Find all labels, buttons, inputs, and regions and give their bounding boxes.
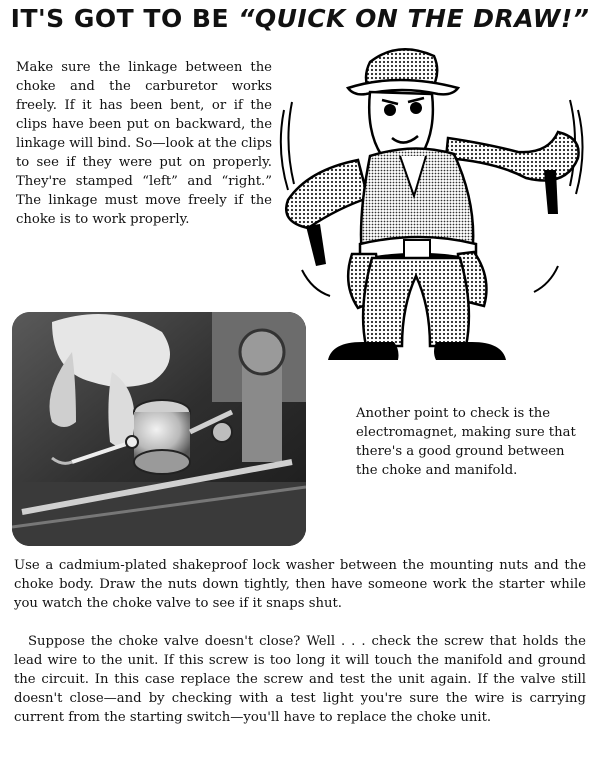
- body-paragraph-choke-valve: Suppose the choke valve doesn't close? Well . . . check the screw that holds the lead wire to the unit. If this screw is too long it will touch the manifold and ground the circuit. In this case replace the screw and test the unit again. If the valve still doesn't close—and by checking with a test light you're sure the wire is carrying current from the starting switch—you'll have to replace the choke unit.: [14, 634, 586, 725]
- title-prefix: IT'S GOT TO BE: [10, 4, 239, 33]
- cowboy-cartoon-illustration: [278, 40, 590, 370]
- carburetor-choke-photo: [12, 312, 306, 546]
- intro-paragraph: Make sure the linkage between the choke and the carburetor works freely. If it has been bent, or if the clips have been put on backward, the linkage will bind. So—look at the clips to see if they were put on properly. They're stamped “left” and “right.” The linkage must move freely if the choke is to work properly.: [16, 60, 272, 227]
- body-paragraph-lock-washer: Use a cadmium-plated shakeproof lock washer between the mounting nuts and the choke body. Draw the nuts down tightly, then have someone work the starter while you watch the choke valve to see if it snaps shut.: [14, 558, 586, 611]
- title-emphasis: “QUICK ON THE DRAW!”: [238, 4, 590, 33]
- page-title: [0, 4, 600, 33]
- electromagnet-note: Another point to check is the electromagnet, making sure that there's a good ground between the choke and manifold.: [356, 406, 576, 478]
- cowboy-drawing: [278, 40, 590, 370]
- choke-photo-image: [12, 312, 306, 546]
